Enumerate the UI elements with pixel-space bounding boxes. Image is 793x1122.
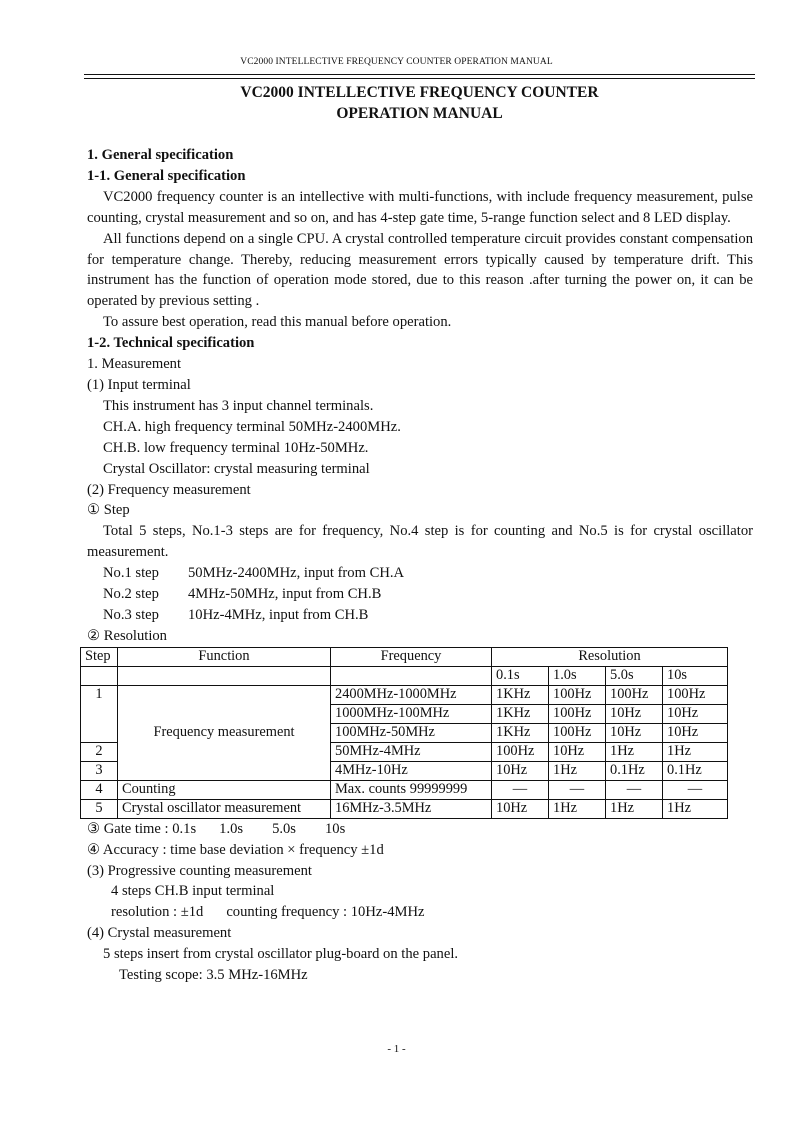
resolution-cell: 1KHz <box>492 704 549 723</box>
table-row <box>81 685 728 704</box>
frequency-cell: 1000MHz-100MHz <box>331 704 492 723</box>
gate-header: 10s <box>663 666 728 685</box>
list-item: CH.A. high frequency terminal 50MHz-2400MHz. <box>103 418 401 435</box>
gate-time-value: 1.0s <box>219 820 244 837</box>
subsection-heading: 1-1. General specification <box>87 167 246 184</box>
resolution-cell: 1Hz <box>549 761 606 780</box>
accuracy-line: ④ Accuracy : time base deviation × frequency ±1d <box>87 841 384 858</box>
table-row <box>81 799 728 818</box>
paragraph: VC2000 frequency counter is an intellective with multi-functions, with include frequency measurement, pulse counting, crystal measurement and so on, and has 4-step gate time, 5-range function select and 8 LED display. <box>87 188 753 226</box>
resolution-cell: 1KHz <box>492 685 549 704</box>
function-cell: Counting <box>118 780 331 799</box>
list-item: 5 steps insert from crystal oscillator plug-board on the panel. <box>103 946 459 963</box>
document-title <box>84 82 755 124</box>
resolution-cell: 1Hz <box>549 799 606 818</box>
list-heading: ② Resolution <box>87 627 167 644</box>
table-header-resolution: Resolution <box>492 647 728 666</box>
paragraph: To assure best operation, read this manual before operation. <box>103 314 452 331</box>
step-cell: 4 <box>81 780 118 799</box>
resolution-cell: 1KHz <box>492 723 549 742</box>
resolution-cell: 100Hz <box>663 685 728 704</box>
resolution-cell: 10Hz <box>663 704 728 723</box>
gate-time-value: 5.0s <box>272 820 296 837</box>
gate-time-value: 10s <box>324 820 346 837</box>
list-item: Testing scope: 3.5 MHz-16MHz <box>119 967 308 984</box>
list-heading: ① Step <box>87 502 130 519</box>
list-heading: (2) Frequency measurement <box>87 481 251 498</box>
resolution-cell: 10Hz <box>492 761 549 780</box>
table-header-row <box>81 647 728 666</box>
resolution-cell: 10Hz <box>492 799 549 818</box>
table-subheader-row <box>81 666 728 685</box>
section-heading: 1. General specification <box>87 147 234 163</box>
resolution-cell: 100Hz <box>549 723 606 742</box>
running-header: VC2000 INTELLECTIVE FREQUENCY COUNTER OPERATION MANUAL <box>240 57 553 67</box>
step-label: No.2 step <box>103 586 159 603</box>
step-desc: 50MHz-2400MHz, input from CH.A <box>188 565 405 582</box>
gate-header: 1.0s <box>549 666 606 685</box>
resolution-cell: 0.1Hz <box>663 761 728 780</box>
paragraph: Total 5 steps, No.1-3 steps are for frequency, No.4 step is for counting and No.5 is for crystal oscillator measurement. <box>87 523 753 561</box>
step-desc: 4MHz-50MHz, input from CH.B <box>188 586 382 603</box>
resolution-cell: — <box>606 780 663 799</box>
gate-time-label: ③ Gate time : 0.1s <box>87 820 197 837</box>
resolution-cell: 100Hz <box>549 685 606 704</box>
frequency-cell: Max. counts 99999999 <box>331 780 492 799</box>
resolution-cell: 100Hz <box>606 685 663 704</box>
resolution-cell: 100Hz <box>492 742 549 761</box>
table-header-frequency: Frequency <box>331 647 492 666</box>
function-cell: Crystal oscillator measurement <box>118 799 331 818</box>
progressive-frequency: counting frequency : 10Hz-4MHz <box>226 904 425 921</box>
step-cell: 5 <box>81 799 118 818</box>
document-body <box>87 145 753 986</box>
list-heading: 1. Measurement <box>87 356 182 373</box>
page-number: - 1 - <box>387 1043 406 1055</box>
resolution-cell: 0.1Hz <box>606 761 663 780</box>
list-item: This instrument has 3 input channel terminals. <box>103 397 374 414</box>
step-cell: 1 <box>81 685 118 742</box>
resolution-cell: 10Hz <box>606 704 663 723</box>
gate-header: 5.0s <box>606 666 663 685</box>
gate-header: 0.1s <box>492 666 549 685</box>
step-label: No.1 step <box>103 565 159 582</box>
title-line-1: VC2000 INTELLECTIVE FREQUENCY COUNTER <box>240 84 599 101</box>
resolution-cell: 1Hz <box>606 799 663 818</box>
subsection-heading: 1-2. Technical specification <box>87 335 255 352</box>
table-header-step: Step <box>81 647 118 666</box>
step-cell: 2 <box>81 742 118 761</box>
step-cell: 3 <box>81 761 118 780</box>
step-desc: 10Hz-4MHz, input from CH.B <box>188 606 369 623</box>
resolution-cell: 10Hz <box>663 723 728 742</box>
resolution-cell: — <box>492 780 549 799</box>
list-item: 4 steps CH.B input terminal <box>111 883 275 900</box>
progressive-resolution: resolution : ±1d <box>111 904 204 921</box>
resolution-cell: 10Hz <box>606 723 663 742</box>
resolution-cell: — <box>663 780 728 799</box>
title-line-2: OPERATION MANUAL <box>336 105 503 122</box>
list-item: Crystal Oscillator: crystal measuring terminal <box>103 460 370 477</box>
header-rule <box>84 74 755 75</box>
frequency-cell: 4MHz-10Hz <box>331 761 492 780</box>
gate-time-line <box>87 819 753 840</box>
list-heading: (1) Input terminal <box>87 376 191 393</box>
paragraph: All functions depend on a single CPU. A crystal controlled temperature circuit provides constant compensation for temperature change. Thereby, reducing measurement errors typically caused by temperature drift. This instrument has the function of operation mode stored, due to this reason .after turning the power on, it can be operated by previous setting . <box>87 230 753 310</box>
table-row <box>81 780 728 799</box>
header-rule-thin <box>84 78 755 79</box>
frequency-cell: 16MHz-3.5MHz <box>331 799 492 818</box>
table-header-function: Function <box>118 647 331 666</box>
step-row <box>87 563 753 584</box>
step-row <box>87 584 753 605</box>
frequency-cell: 50MHz-4MHz <box>331 742 492 761</box>
function-cell: Frequency measurement <box>118 685 331 780</box>
resolution-table <box>80 647 728 819</box>
list-item: CH.B. low frequency terminal 10Hz-50MHz. <box>103 439 369 456</box>
frequency-cell: 2400MHz-1000MHz <box>331 685 492 704</box>
resolution-cell: 10Hz <box>549 742 606 761</box>
list-heading: (4) Crystal measurement <box>87 925 232 942</box>
resolution-cell: 1Hz <box>663 742 728 761</box>
resolution-cell: — <box>549 780 606 799</box>
progressive-resolution-line <box>87 902 753 923</box>
resolution-cell: 1Hz <box>606 742 663 761</box>
frequency-cell: 100MHz-50MHz <box>331 723 492 742</box>
resolution-cell: 100Hz <box>549 704 606 723</box>
step-row <box>87 605 753 626</box>
resolution-cell: 1Hz <box>663 799 728 818</box>
list-heading: (3) Progressive counting measurement <box>87 862 312 879</box>
step-label: No.3 step <box>103 606 159 623</box>
